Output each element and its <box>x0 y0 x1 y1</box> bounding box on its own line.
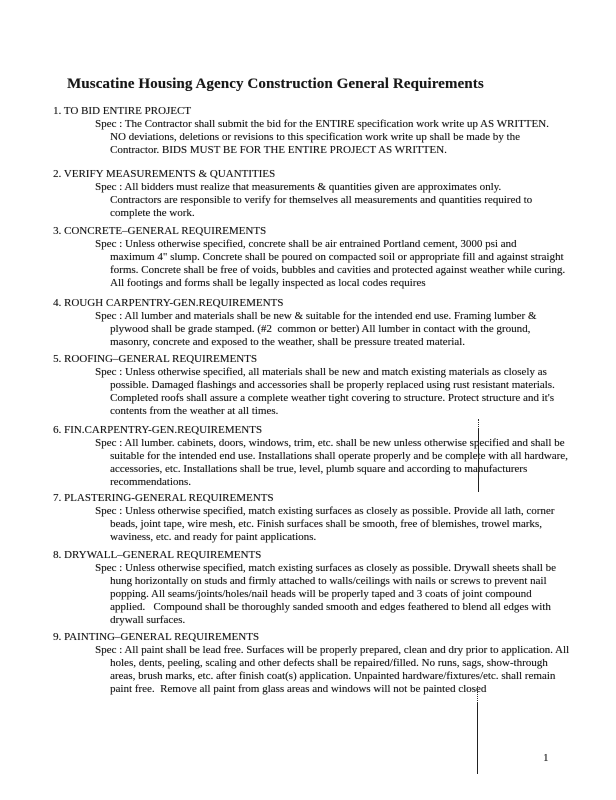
section-4 <box>0 297 616 349</box>
section-heading: 1. TO BID ENTIRE PROJECT <box>53 105 192 117</box>
section-6 <box>0 424 616 489</box>
spec-line: Spec : Unless otherwise specified, match existing surfaces as closely as possible. Drywall sheets shall be <box>95 562 556 574</box>
spec-line: Spec : Unless otherwise specified, concrete shall be air entrained Portland cement, 3000 psi and <box>95 238 517 250</box>
spec-line: holes, dents, peeling, scaling and other defects shall be repaired/filled. No runs, sags, show-through <box>110 657 548 669</box>
section-1 <box>0 105 616 157</box>
spec-line: applied. Compound shall be thoroughly sanded smooth and edges feathered to blend all edges with <box>110 601 551 613</box>
section-7 <box>0 492 616 544</box>
spec-line: Spec : All lumber. cabinets, doors, windows, trim, etc. shall be new unless otherwise specified and shall be <box>95 437 565 449</box>
spec-line: masonry, concrete and exposed to the weather, shall be pressure treated material. <box>110 336 465 348</box>
spec-line: forms. Concrete shall be free of voids, bubbles and cavities and protected against weather while curing. <box>110 264 566 276</box>
spec-line: waviness, etc. and ready for paint applications. <box>110 531 317 543</box>
section-2 <box>0 168 616 220</box>
spec-line: drywall surfaces. <box>110 614 186 626</box>
spec-line: All footings and forms shall be legally inspected as local codes requires <box>110 277 426 289</box>
spec-line: NO deviations, deletions or revisions to this specification work write up shall be made by the <box>110 131 520 143</box>
spec-line: suitable for the intended end use. Installations shall operate properly and be complete with all hardware, <box>110 450 568 462</box>
section-heading: 5. ROOFING–GENERAL REQUIREMENTS <box>53 353 258 365</box>
page-number: 1 <box>543 752 549 764</box>
spec-line: Spec : Unless otherwise specified, match existing surfaces as closely as possible. Provide all lath, corner <box>95 505 555 517</box>
page-title: Muscatine Housing Agency Construction General Requirements <box>67 76 484 92</box>
spec-line: hung horizontally on studs and firmly attached to walls/ceilings with nails or screws to prevent nail <box>110 575 547 587</box>
section-3 <box>0 225 616 290</box>
spec-line: maximum 4" slump. Concrete shall be poured on compacted soil or appropriate fill and against straight <box>110 251 564 263</box>
section-heading: 3. CONCRETE–GENERAL REQUIREMENTS <box>53 225 267 237</box>
spec-line: accessories, etc. Installations shall be true, level, plumb square and according to manufacturers <box>110 463 528 475</box>
spec-line: recommendations. <box>110 476 191 488</box>
section-heading: 7. PLASTERING-GENERAL REQUIREMENTS <box>53 492 274 504</box>
spec-line: contents from the weather at all times. <box>110 405 279 417</box>
spec-line: complete the work. <box>110 207 195 219</box>
section-8 <box>0 549 616 627</box>
spec-line: Spec : All paint shall be lead free. Surfaces will be properly prepared, clean and dry prior to application. All <box>95 644 570 656</box>
section-9 <box>0 631 616 696</box>
spec-line: Spec : Unless otherwise specified, all materials shall be new and match existing materials as closely as <box>95 366 547 378</box>
section-heading: 2. VERIFY MEASUREMENTS & QUANTITIES <box>53 168 276 180</box>
scan-crease-line-upper <box>478 429 479 492</box>
spec-line: popping. All seams/joints/holes/nail heads will be properly taped and 3 coats of joint compound <box>110 588 532 600</box>
spec-line: plywood shall be grade stamped. (#2 common or better) All lumber in contact with the ground, <box>110 323 531 335</box>
spec-line: Spec : All bidders must realize that measurements & quantities given are approximates only. <box>95 181 502 193</box>
spec-line: areas, brush marks, etc. after finish coat(s) application. Unpainted hardware/fixtures/etc. shall remain <box>110 670 556 682</box>
section-heading: 8. DRYWALL–GENERAL REQUIREMENTS <box>53 549 262 561</box>
scan-crease-line-lower-dotted <box>477 686 478 703</box>
spec-line: possible. Damaged flashings and accessories shall be properly replaced using rust resistant materials. <box>110 379 555 391</box>
spec-line: Contractor. BIDS MUST BE FOR THE ENTIRE PROJECT AS WRITTEN. <box>110 144 447 156</box>
spec-line: Spec : The Contractor shall submit the bid for the ENTIRE specification work write up AS WRITTEN. <box>95 118 549 130</box>
section-5 <box>0 353 616 418</box>
spec-line: Spec : All lumber and materials shall be new & suitable for the intended end use. Framing lumber & <box>95 310 537 322</box>
section-heading: 6. FIN.CARPENTRY-GEN.REQUIREMENTS <box>53 424 263 436</box>
spec-line: Contractors are responsible to verify for themselves all measurements and quantities required to <box>110 194 533 206</box>
spec-line: Completed roofs shall assure a complete weather tight covering to structure. Protect structure and it's <box>110 392 554 404</box>
section-heading: 9. PAINTING–GENERAL REQUIREMENTS <box>53 631 260 643</box>
spec-line: paint free. Remove all paint from glass areas and windows will not be painted closed <box>110 683 487 695</box>
scan-crease-line-lower <box>477 703 478 774</box>
scan-crease-line-upper-dotted <box>478 419 479 429</box>
section-heading: 4. ROUGH CARPENTRY-GEN.REQUIREMENTS <box>53 297 284 309</box>
spec-line: beads, joint tape, wire mesh, etc. Finish surfaces shall be smooth, free of blemishes, trowel marks, <box>110 518 542 530</box>
